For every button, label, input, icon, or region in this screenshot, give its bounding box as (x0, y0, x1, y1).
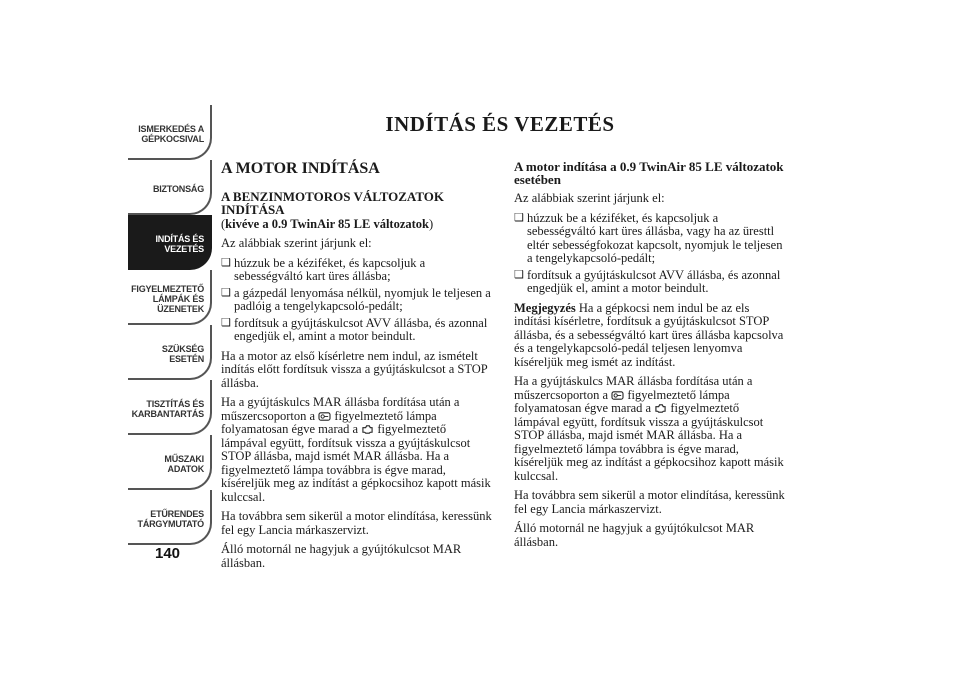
note-paragraph: Megjegyzés Ha a gépkocsi nem indul be az els indítási kísérletre, fordítsuk a gyújtáskulcsot STOP állásba, és a sebességváltó kart üres állásba kapcsolva és a tengelykapcsoló-pedál teljesen lenyomva kíséreljük meg ismét az indítást. (514, 300, 784, 369)
paragraph: Ha továbbra sem sikerül a motor elindítása, keressünk fel egy Lancia márkaszervizt. (514, 488, 785, 516)
left-column (221, 158, 493, 576)
page-title: INDÍTÁS ÉS VEZETÉS (385, 112, 615, 136)
tab-figyelmezteto-lampak[interactable]: FIGYELMEZTETŐ LÁMPÁK ÉS ÜZENETEK (128, 270, 212, 325)
subsection-title: A BENZINMOTOROS VÁLTOZATOK INDÍTÁSA (221, 188, 444, 217)
tab-biztonsag[interactable]: BIZTONSÁG (128, 160, 212, 215)
list-item: ❑ a gázpedál lenyomása nélkül, nyomjuk le teljesen a padlóig a tengelykapcsoló-pedált; (221, 287, 493, 314)
page-number: 140 (155, 545, 181, 562)
tab-szukseg-eseten[interactable]: SZÜKSÉG ESETÉN (128, 325, 212, 380)
right-column (514, 160, 786, 555)
list-item: ❑ húzzuk be a kéziféket, és kapcsoljuk a sebességváltó kart üres állásba; (221, 257, 493, 284)
paragraph: Ha a gyújtáskulcs MAR állásba fordítása után a műszercsoporton a figyelmeztető lámpa folyamatosan égve marad a figyelmeztető lámpával együtt, fordítsuk vissza a gyújtáskulcsot STOP állásba, majd ismét MAR állásba. Ha a figyelmeztető lámpa továbbra is égve marad, kíséreljük meg az indítást a gépkocsihoz kapott másik kulccsal. (221, 395, 491, 504)
list-item: ❑ fordítsuk a gyújtáskulcsot AVV állásba, és azonnal engedjük el, amint a motor beindult. (514, 269, 786, 296)
list-item: ❑ húzzuk be a kéziféket, és kapcsoljuk a sebességváltó kart üres állásba, vagy ha az üresttl eltér sebességfokozat kapcsolt, nyomjuk le teljesen a tengelykapcsoló-pedált; (514, 212, 786, 266)
twinair-heading: A motor indítása a 0.9 TwinAir 85 LE változatok esetében (514, 159, 784, 187)
paragraph: Ha a motor az első kísérletre nem indul, az ismételt indítás előtt fordítsuk vissza a gyújtáskulcsot a STOP állásba. (221, 348, 488, 390)
intro-text: Az alábbiak szerint járjunk el: (221, 236, 372, 250)
tab-muszaki-adatok[interactable]: MŰSZAKI ADATOK (128, 435, 212, 490)
engine-warning-icon (361, 424, 374, 435)
note-label: Megjegyzés (514, 300, 576, 315)
engine-warning-icon (654, 403, 667, 414)
tab-ismerkedes[interactable]: ISMERKEDÉS A GÉPKOCSIVAL (128, 105, 212, 160)
intro-text: Az alábbiak szerint járjunk el: (514, 191, 665, 205)
section-title: A MOTOR INDÍTÁSA (221, 160, 380, 177)
paragraph: Álló motornál ne hagyjuk a gyújtókulcsot MAR állásban. (514, 521, 755, 549)
key-warning-icon (611, 390, 624, 401)
paragraph: Ha továbbra sem sikerül a motor elindítása, keressünk fel egy Lancia márkaszervizt. (221, 509, 492, 537)
paragraph: Álló motornál ne hagyjuk a gyújtókulcsot MAR állásban. (221, 542, 462, 570)
key-warning-icon (318, 411, 331, 422)
subsection-subtitle: (kivéve a 0.9 TwinAir 85 LE változatok) (221, 216, 434, 231)
tab-targymutato[interactable]: ETŰRENDES TÁRGYMUTATÓ (128, 490, 212, 545)
list-item: ❑ fordítsuk a gyújtáskulcsot AVV állásba, és azonnal engedjük el, amint a motor beindult. (221, 317, 493, 344)
tab-tisztitas-karbantartas[interactable]: TISZTÍTÁS ÉS KARBANTARTÁS (128, 380, 212, 435)
tab-inditas-es-vezetes[interactable]: INDÍTÁS ÉS VEZETÉS (128, 215, 212, 270)
paragraph: Ha a gyújtáskulcs MAR állásba fordítása után a műszercsoporton a figyelmeztető lámpa folyamatosan égve marad a figyelmeztető lámpával együtt, fordítsuk vissza a gyújtáskulcsot STOP állásba, majd ismét MAR állásba. Ha a figyelmeztető lámpa továbbra is égve marad, kíséreljük meg az indítást a gépkocsihoz kapott másik kulccsal. (514, 374, 784, 483)
